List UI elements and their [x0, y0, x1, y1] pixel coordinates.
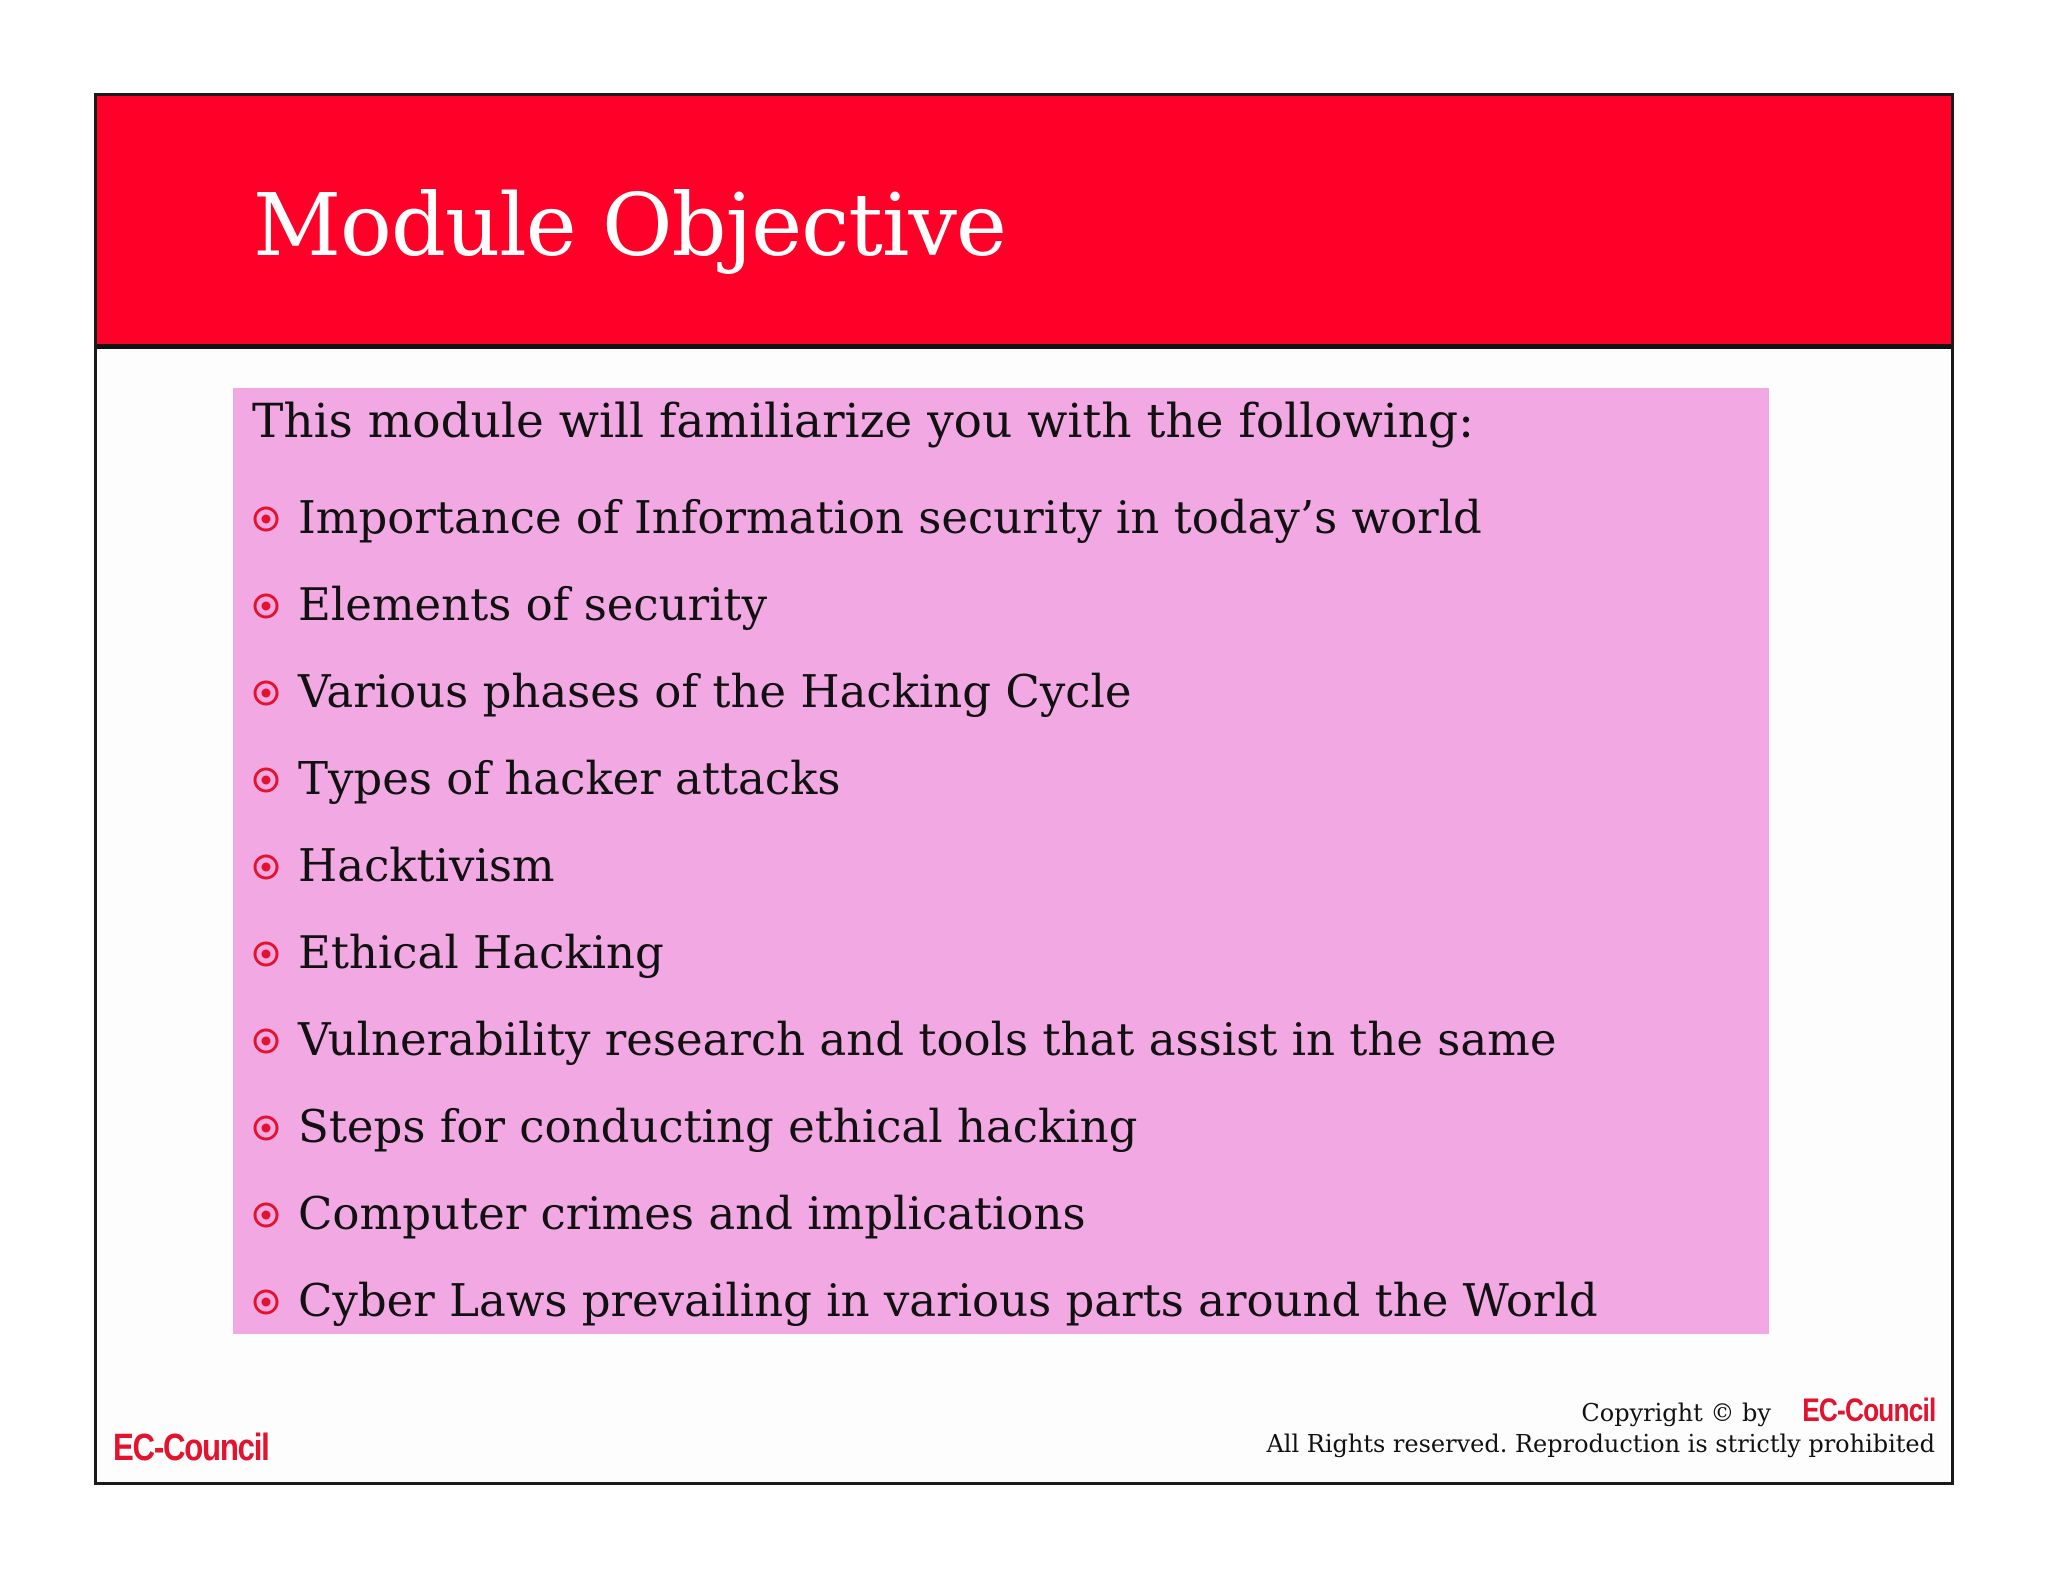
circled-dot-icon [252, 1027, 280, 1055]
circled-dot-icon [252, 1288, 280, 1316]
intro-text: This module will familiarize you with the following: [252, 394, 1474, 449]
list-item [252, 735, 1598, 822]
list-item [252, 996, 1598, 1083]
list-item-text: Cyber Laws prevailing in various parts around the World [298, 1273, 1598, 1327]
list-item [252, 1083, 1598, 1170]
objectives-list [252, 474, 1598, 1344]
circled-dot-icon [252, 505, 280, 533]
circled-dot-icon [252, 679, 280, 707]
circled-dot-icon [252, 940, 280, 968]
list-item [252, 561, 1598, 648]
list-item-text: Computer crimes and implications [298, 1186, 1086, 1240]
list-item-text: Various phases of the Hacking Cycle [298, 664, 1132, 718]
circled-dot-icon [252, 766, 280, 794]
circled-dot-icon [252, 853, 280, 881]
copyright-notice [1266, 1394, 1935, 1459]
list-item [252, 648, 1598, 735]
list-item-text: Types of hacker attacks [298, 751, 841, 805]
list-item [252, 909, 1598, 996]
list-item [252, 474, 1598, 561]
rights-text: All Rights reserved. Reproduction is strictly prohibited [1266, 1430, 1935, 1458]
list-item [252, 1170, 1598, 1257]
circled-dot-icon [252, 592, 280, 620]
circled-dot-icon [252, 1114, 280, 1142]
list-item-text: Hacktivism [298, 838, 555, 892]
ec-council-logo: EC-Council [113, 1427, 269, 1469]
copyright-prefix: Copyright © by [1581, 1399, 1779, 1427]
title-bar [97, 96, 1951, 349]
list-item-text: Steps for conducting ethical hacking [298, 1099, 1138, 1153]
list-item-text: Elements of security [298, 577, 768, 631]
list-item-text: Ethical Hacking [298, 925, 664, 979]
list-item-text: Importance of Information security in today’s world [298, 490, 1482, 544]
copyright-brand: EC-Council [1801, 1392, 1935, 1428]
slide-title: Module Objective [253, 176, 1006, 276]
list-item [252, 822, 1598, 909]
circled-dot-icon [252, 1201, 280, 1229]
slide [94, 93, 1954, 1485]
objectives-box [233, 388, 1769, 1334]
list-item [252, 1257, 1598, 1344]
list-item-text: Vulnerability research and tools that assist in the same [298, 1012, 1557, 1066]
copyright-line [1266, 1394, 1935, 1429]
